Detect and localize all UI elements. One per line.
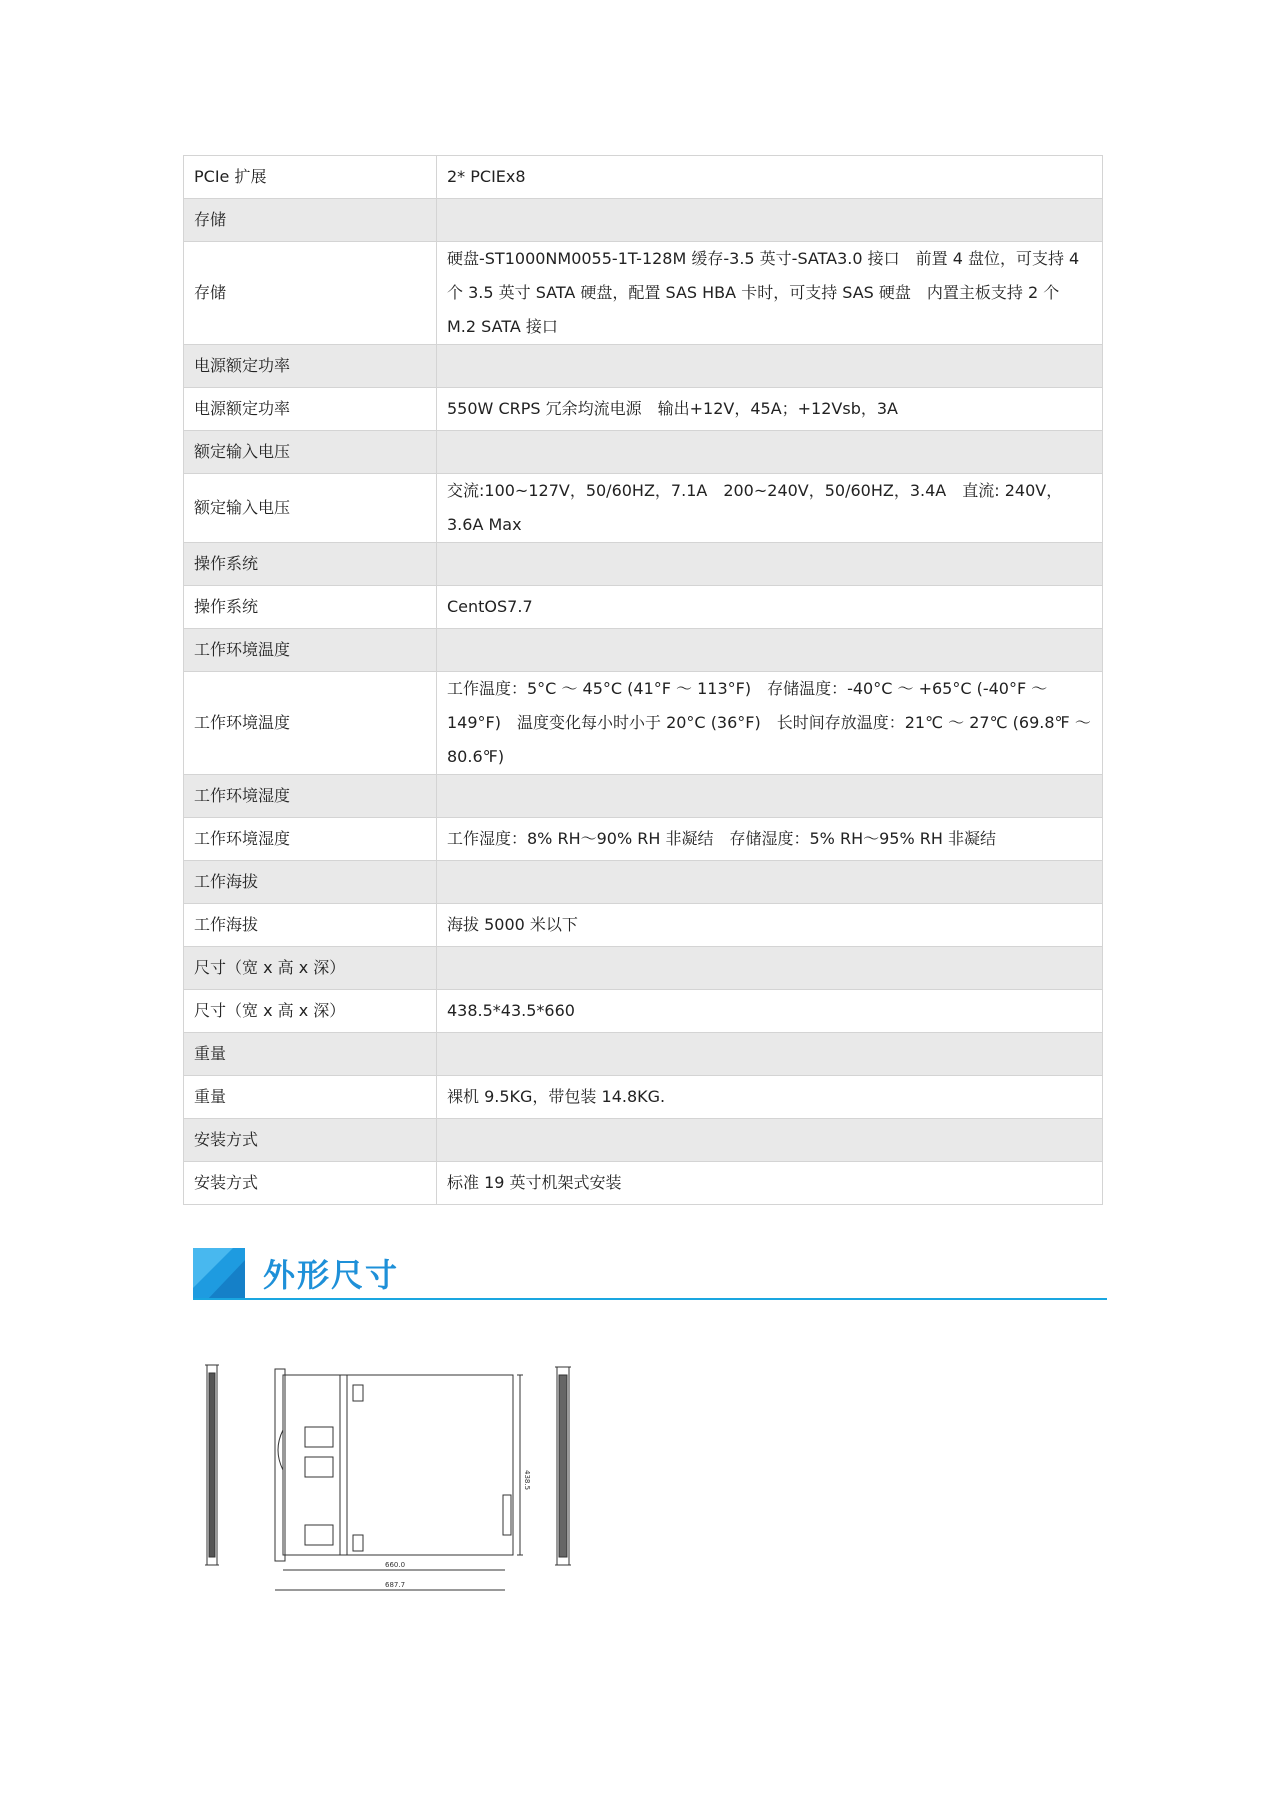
spec-section-row <box>184 1033 1103 1076</box>
section-blank <box>437 431 1103 474</box>
spec-value: 标准 19 英寸机架式安装 <box>437 1162 1103 1205</box>
spec-label: 操作系统 <box>184 586 437 629</box>
section-label: 安装方式 <box>184 1119 437 1162</box>
section-blank <box>437 345 1103 388</box>
section-blank <box>437 775 1103 818</box>
spec-row <box>184 1076 1103 1119</box>
spec-section-row <box>184 543 1103 586</box>
spec-row <box>184 818 1103 861</box>
spec-label: 电源额定功率 <box>184 388 437 431</box>
spec-row <box>184 474 1103 543</box>
section-blank <box>437 1119 1103 1162</box>
spec-value: CentOS7.7 <box>437 586 1103 629</box>
spec-section-row <box>184 629 1103 672</box>
spec-label: 存储 <box>184 242 437 345</box>
chassis-dimension-drawing <box>195 1345 615 1625</box>
spec-table-body <box>184 156 1103 1205</box>
spec-section-row <box>184 431 1103 474</box>
section-blank <box>437 1033 1103 1076</box>
spec-label: 重量 <box>184 1076 437 1119</box>
spec-row <box>184 990 1103 1033</box>
section-blank <box>437 861 1103 904</box>
section-blank <box>437 199 1103 242</box>
section-header <box>193 1248 1107 1300</box>
dimension-depth: 660.0 <box>385 1561 406 1569</box>
spec-label: 额定输入电压 <box>184 474 437 543</box>
spec-value: 438.5*43.5*660 <box>437 990 1103 1033</box>
section-label: 尺寸（宽 x 高 x 深） <box>184 947 437 990</box>
spec-label: 工作海拔 <box>184 904 437 947</box>
section-blank <box>437 629 1103 672</box>
spec-row <box>184 586 1103 629</box>
spec-label: 安装方式 <box>184 1162 437 1205</box>
spec-row <box>184 388 1103 431</box>
spec-section-row <box>184 199 1103 242</box>
section-label: 工作海拔 <box>184 861 437 904</box>
front-view-drawing <box>205 1365 219 1565</box>
spec-section-row <box>184 1119 1103 1162</box>
spec-row <box>184 904 1103 947</box>
section-label: 存储 <box>184 199 437 242</box>
spec-section-row <box>184 947 1103 990</box>
spec-value: 海拔 5000 米以下 <box>437 904 1103 947</box>
spec-row <box>184 156 1103 199</box>
spec-label: 工作环境湿度 <box>184 818 437 861</box>
spec-section-row <box>184 775 1103 818</box>
section-label: 工作环境湿度 <box>184 775 437 818</box>
section-label: 电源额定功率 <box>184 345 437 388</box>
spec-value: 交流:100~127V，50/60HZ，7.1A 200~240V，50/60HZ，3.4A 直流: 240V，3.6A Max <box>437 474 1103 543</box>
spec-value: 工作温度：5°C ～ 45°C (41°F ～ 113°F) 存储温度：-40°C ～ +65°C (-40°F ～ 149°F) 温度变化每小时小于 20°C (36°F) 长时间存放温度：21℃ ～ 27℃ (69.8℉ ～ 80.6℉) <box>437 672 1103 775</box>
section-rule <box>193 1298 1107 1300</box>
spec-value: 550W CRPS 冗余均流电源 输出+12V，45A；+12Vsb，3A <box>437 388 1103 431</box>
spec-value: 工作湿度：8% RH～90% RH 非凝结 存储湿度：5% RH～95% RH 非凝结 <box>437 818 1103 861</box>
section-label: 操作系统 <box>184 543 437 586</box>
spec-value: 2* PCIEx8 <box>437 156 1103 199</box>
section-title: 外形尺寸 <box>263 1256 400 1294</box>
section-blank <box>437 543 1103 586</box>
spec-value: 硬盘-ST1000NM0055-1T-128M 缓存-3.5 英寸-SATA3.0 接口 前置 4 盘位，可支持 4 个 3.5 英寸 SATA 硬盘，配置 SAS HBA 卡时，可支持 SAS 硬盘 内置主板支持 2 个 M.2 SATA 接口 <box>437 242 1103 345</box>
spec-row <box>184 1162 1103 1205</box>
spec-row <box>184 672 1103 775</box>
section-label: 工作环境温度 <box>184 629 437 672</box>
rear-view-drawing <box>555 1367 571 1565</box>
section-label: 重量 <box>184 1033 437 1076</box>
top-view-drawing <box>275 1369 523 1590</box>
spec-label: PCIe 扩展 <box>184 156 437 199</box>
spec-label: 工作环境温度 <box>184 672 437 775</box>
section-blank <box>437 947 1103 990</box>
spec-section-row <box>184 861 1103 904</box>
spec-label: 尺寸（宽 x 高 x 深） <box>184 990 437 1033</box>
spec-section-row <box>184 345 1103 388</box>
spec-row <box>184 242 1103 345</box>
dimension-height: 438.5 <box>523 1470 531 1491</box>
spec-value: 裸机 9.5KG，带包装 14.8KG. <box>437 1076 1103 1119</box>
dimension-total: 687.7 <box>385 1581 406 1589</box>
section-label: 额定输入电压 <box>184 431 437 474</box>
spec-table <box>183 155 1103 1205</box>
section-header-icon <box>193 1248 253 1300</box>
